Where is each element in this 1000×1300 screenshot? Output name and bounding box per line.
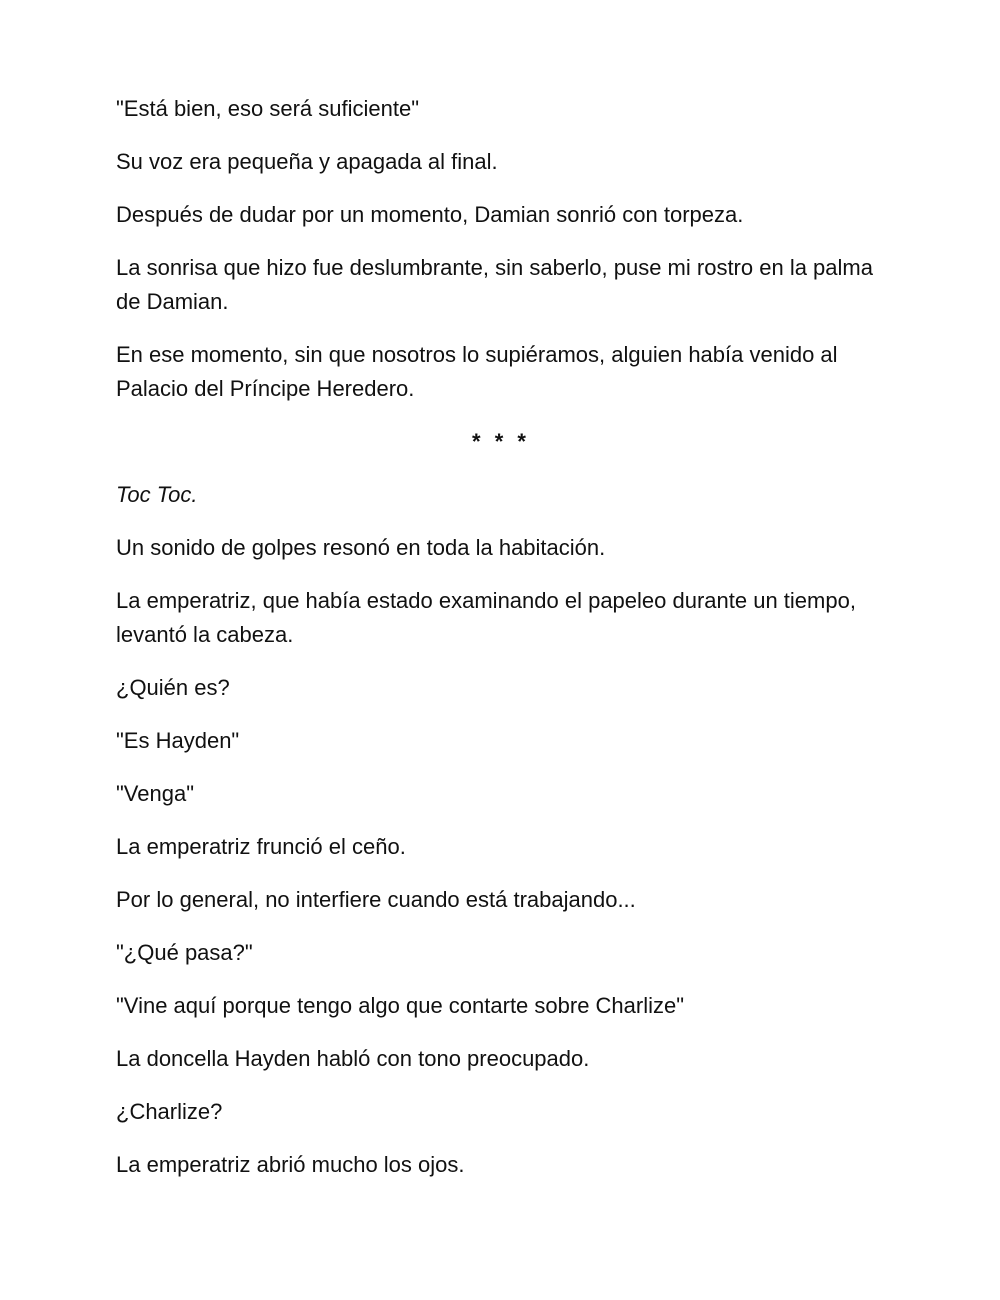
paragraph: La doncella Hayden habló con tono preocupado. <box>116 1046 590 1071</box>
paragraph: La sonrisa que hizo fue deslumbrante, sin saberlo, puse mi rostro en la palma de Damian. <box>116 255 873 314</box>
paragraph: La emperatriz, que había estado examinando el papeleo durante un tiempo, levantó la cabeza. <box>116 588 856 647</box>
paragraph: Por lo general, no interfiere cuando está trabajando... <box>116 887 636 912</box>
paragraph: Un sonido de golpes resonó en toda la habitación. <box>116 535 606 560</box>
paragraph: "Venga" <box>116 781 195 806</box>
paragraph-italic: Toc Toc. <box>116 482 198 507</box>
paragraph: Su voz era pequeña y apagada al final. <box>116 149 498 174</box>
paragraph: "Está bien, eso será suficiente" <box>116 96 420 121</box>
document-body <box>116 92 896 1201</box>
scene-separator: * * * <box>472 429 530 454</box>
paragraph: "Vine aquí porque tengo algo que contarte sobre Charlize" <box>116 993 685 1018</box>
paragraph: La emperatriz abrió mucho los ojos. <box>116 1152 465 1177</box>
paragraph: "¿Qué pasa?" <box>116 940 253 965</box>
paragraph: ¿Quién es? <box>116 675 230 700</box>
paragraph: ¿Charlize? <box>116 1099 223 1124</box>
paragraph: La emperatriz frunció el ceño. <box>116 834 406 859</box>
paragraph: Después de dudar por un momento, Damian sonrió con torpeza. <box>116 202 744 227</box>
paragraph: En ese momento, sin que nosotros lo supiéramos, alguien había venido al Palacio del Príncipe Heredero. <box>116 342 838 401</box>
paragraph: "Es Hayden" <box>116 728 240 753</box>
